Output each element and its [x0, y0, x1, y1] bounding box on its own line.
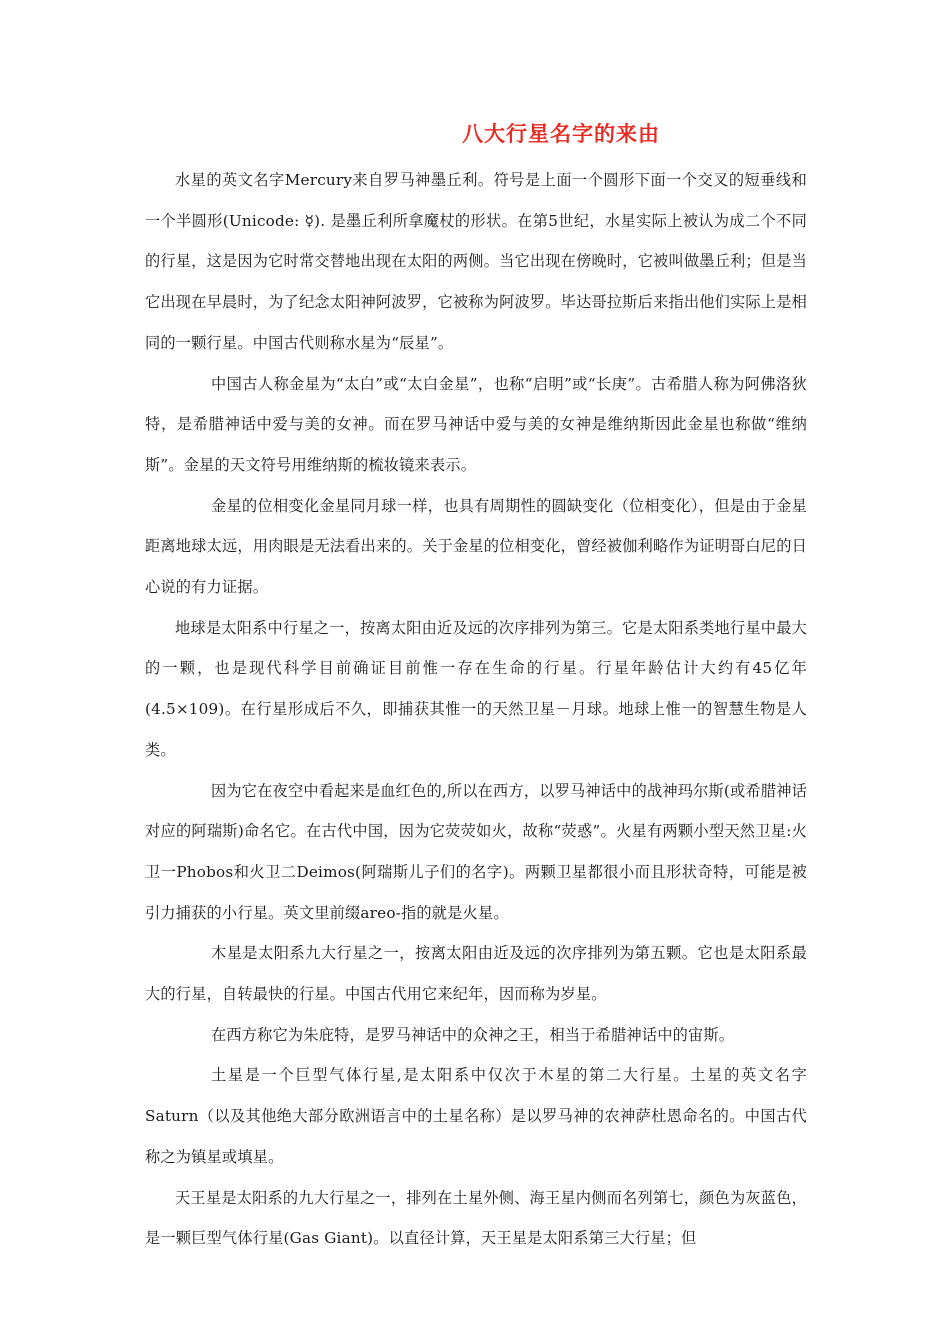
paragraph-saturn: 土星是一个巨型气体行星,是太阳系中仅次于木星的第二大行星。土星的英文名字Saturn（以及其他绝大部分欧洲语言中的土星名称）是以罗马神的农神萨杜恩命名的。中国古代称之为镇星或填星。 [145, 1066, 807, 1166]
document-body [145, 160, 807, 1259]
paragraph-jupiter: 木星是太阳系九大行星之一，按离太阳由近及远的次序排列为第五颗。它也是太阳系最大的行星，自转最快的行星。中国古代用它来纪年，因而称为岁星。 [145, 944, 807, 1004]
paragraph-mercury: 水星的英文名字Mercury来自罗马神墨丘利。符号是上面一个圆形下面一个交叉的短垂线和一个半圆形(Unicode: ☿). 是墨丘利所拿魔杖的形状。在第5世纪，水星实际上被认为成二个不同的行星，这是因为它时常交替地出现在太阳的两侧。当它出现在傍晚时，它被叫做墨丘利；但是当它出现在早晨时，为了纪念太阳神阿波罗，它被称为阿波罗。毕达哥拉斯后来指出他们实际上是相同的一颗行星。中国古代则称水星为“辰星”。 [145, 171, 807, 352]
paragraph-mars: 因为它在夜空中看起来是血红色的,所以在西方，以罗马神话中的战神玛尔斯(或希腊神话对应的阿瑞斯)命名它。在古代中国，因为它荧荧如火，故称“荧惑”。火星有两颗小型天然卫星:火卫一Phobos和火卫二Deimos(阿瑞斯儿子们的名字)。两颗卫星都很小而且形状奇特，可能是被引力捕获的小行星。英文里前缀areo-指的就是火星。 [145, 781, 807, 922]
paragraph-jupiter-west: 在西方称它为朱庇特，是罗马神话中的众神之王，相当于希腊神话中的宙斯。 [211, 1025, 735, 1044]
paragraph-earth: 地球是太阳系中行星之一，按离太阳由近及远的次序排列为第三。它是太阳系类地行星中最大的一颗，也是现代科学目前确证目前惟一存在生命的行星。行星年龄估计大约有45亿年(4.5×109)。在行星形成后不久，即捕获其惟一的天然卫星－月球。地球上惟一的智慧生物是人类。 [145, 618, 807, 759]
document-title: 八大行星名字的来由 [462, 122, 660, 146]
paragraph-uranus: 天王星是太阳系的九大行星之一，排列在土星外侧、海王星内侧而名列第七，颜色为灰蓝色，是一颗巨型气体行星(Gas Giant)。以直径计算，天王星是太阳系第三大行星；但 [145, 1188, 807, 1248]
paragraph-venus-phases: 金星的位相变化金星同月球一样，也具有周期性的圆缺变化（位相变化），但是由于金星距离地球太远，用肉眼是无法看出来的。关于金星的位相变化，曾经被伽利略作为证明哥白尼的日心说的有力证据。 [145, 496, 807, 597]
paragraph-venus-names: 中国古人称金星为“太白”或“太白金星”，也称“启明”或“长庚”。古希腊人称为阿佛洛狄特，是希腊神话中爱与美的女神。而在罗马神话中爱与美的女神是维纳斯因此金星也称做“维纳斯”。金星的天文符号用维纳斯的梳妆镜来表示。 [145, 374, 807, 474]
